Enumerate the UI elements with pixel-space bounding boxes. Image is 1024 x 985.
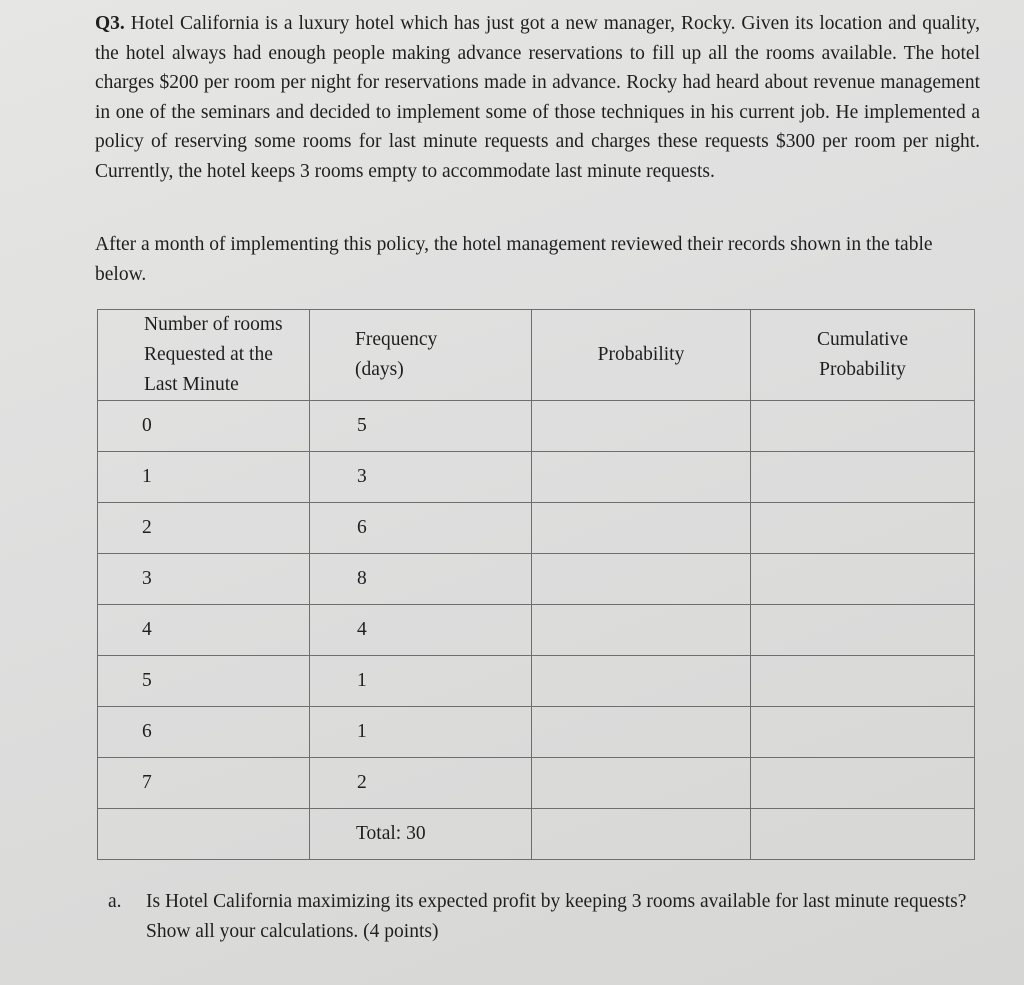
table-header-row <box>98 310 975 401</box>
table-total-row <box>98 809 975 860</box>
total-probability-cell[interactable] <box>532 809 751 860</box>
rooms-cell: 0 <box>98 401 310 452</box>
rooms-cell: 7 <box>98 758 310 809</box>
table-row <box>98 605 975 656</box>
sub-question <box>108 887 988 947</box>
table-row <box>98 707 975 758</box>
rooms-cell: 6 <box>98 707 310 758</box>
frequency-cell: 8 <box>310 554 532 605</box>
question-paragraph <box>95 9 980 186</box>
cumulative-probability-cell[interactable] <box>751 656 975 707</box>
question-label: Q3. <box>95 13 125 34</box>
probability-cell[interactable] <box>532 503 751 554</box>
frequency-cell: 4 <box>310 605 532 656</box>
cumulative-probability-cell[interactable] <box>751 758 975 809</box>
question-text: Hotel California is a luxury hotel which has just got a new manager, Rocky. Given its location and quality, the hotel always had enough people making advance reservations to fill up all the rooms available. The hotel charges $200 per room per night for reservations made in advance. Rocky had heard about revenue management in one of the seminars and decided to implement some of those techniques in his current job. He implemented a policy of reserving some rooms for last minute requests and charges these requests $300 per room per night. Currently, the hotel keeps 3 rooms empty to accommodate last minute requests. <box>95 13 980 182</box>
frequency-cell: 3 <box>310 452 532 503</box>
cumulative-probability-cell[interactable] <box>751 401 975 452</box>
probability-cell[interactable] <box>532 605 751 656</box>
rooms-cell: 1 <box>98 452 310 503</box>
total-frequency-cell: Total: 30 <box>310 809 532 860</box>
frequency-cell: 2 <box>310 758 532 809</box>
records-table <box>97 309 975 860</box>
cumulative-probability-cell[interactable] <box>751 554 975 605</box>
header-probability: Probability <box>532 310 751 401</box>
rooms-cell: 2 <box>98 503 310 554</box>
sub-question-letter: a. <box>108 891 122 912</box>
probability-cell[interactable] <box>532 656 751 707</box>
total-rooms-cell <box>98 809 310 860</box>
frequency-cell: 1 <box>310 707 532 758</box>
frequency-cell: 5 <box>310 401 532 452</box>
rooms-cell: 5 <box>98 656 310 707</box>
cumulative-probability-cell[interactable] <box>751 707 975 758</box>
review-paragraph: After a month of implementing this policy, the hotel management reviewed their records shown in the table below. <box>95 234 933 285</box>
table-row <box>98 758 975 809</box>
table-row <box>98 452 975 503</box>
cumulative-probability-cell[interactable] <box>751 605 975 656</box>
total-cumulative-cell[interactable] <box>751 809 975 860</box>
rooms-cell: 3 <box>98 554 310 605</box>
table-row <box>98 503 975 554</box>
sub-question-text: Is Hotel California maximizing its expected profit by keeping 3 rooms available for last minute requests? Show all your calculations. (4 points) <box>146 891 967 942</box>
probability-cell[interactable] <box>532 707 751 758</box>
probability-cell[interactable] <box>532 758 751 809</box>
probability-cell[interactable] <box>532 401 751 452</box>
table-row <box>98 554 975 605</box>
table-row <box>98 656 975 707</box>
cumulative-probability-cell[interactable] <box>751 452 975 503</box>
frequency-cell: 1 <box>310 656 532 707</box>
probability-cell[interactable] <box>532 452 751 503</box>
header-rooms: Number of rooms Requested at the Last Minute <box>98 310 310 401</box>
cumulative-probability-cell[interactable] <box>751 503 975 554</box>
frequency-cell: 6 <box>310 503 532 554</box>
probability-cell[interactable] <box>532 554 751 605</box>
table-row <box>98 401 975 452</box>
header-cumulative-probability: Cumulative Probability <box>751 310 975 401</box>
rooms-cell: 4 <box>98 605 310 656</box>
header-frequency: Frequency (days) <box>310 310 532 401</box>
